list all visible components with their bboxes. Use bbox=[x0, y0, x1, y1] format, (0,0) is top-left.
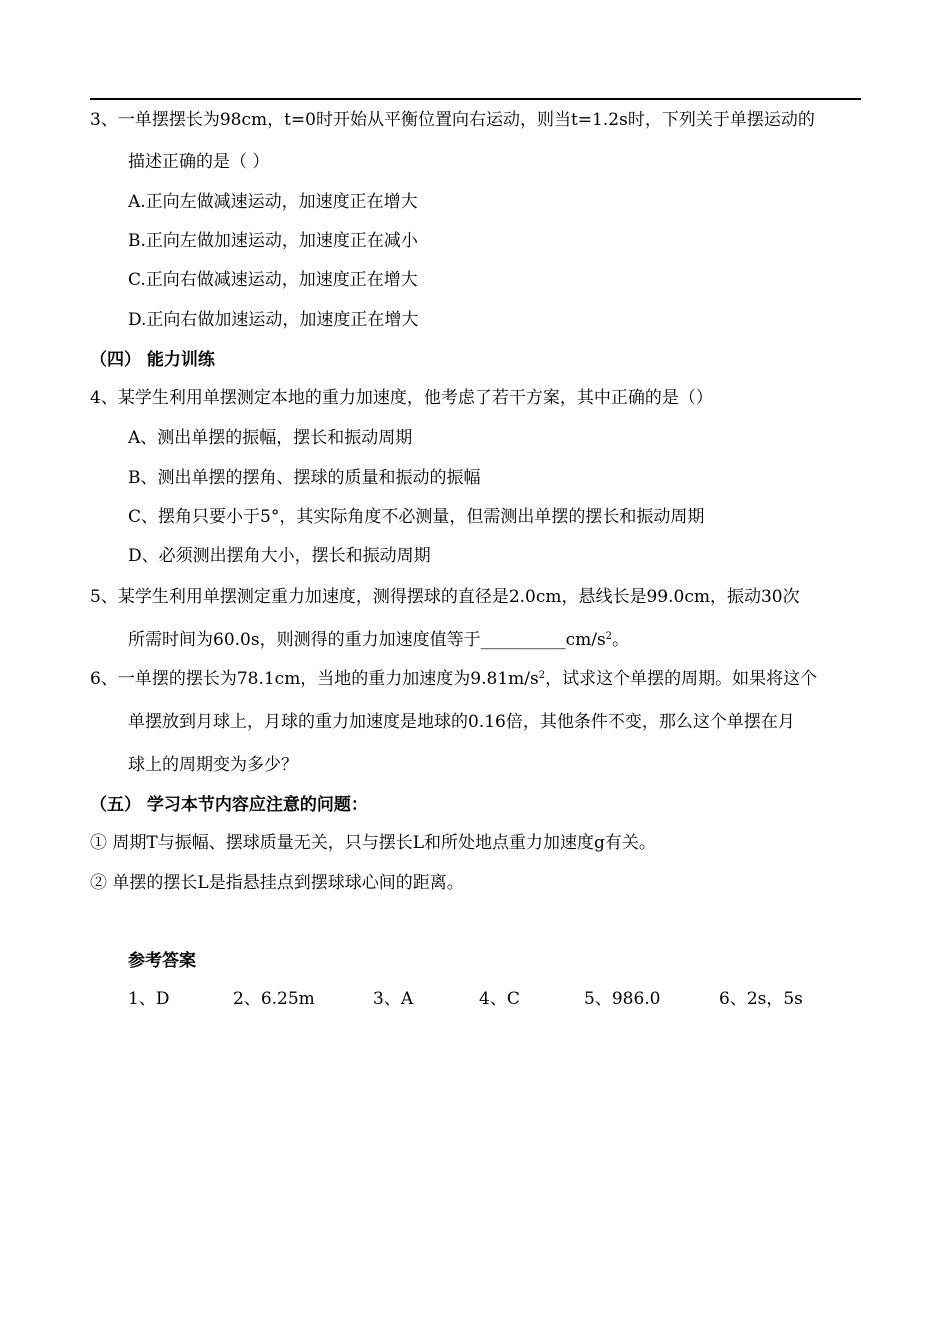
q6-stem-line-2: 单摆放到月球上，月球的重力加速度是地球的0.16倍，其他条件不变，那么这个单摆在月 bbox=[128, 712, 795, 732]
q5-stem-end: 。 bbox=[612, 630, 630, 650]
q5-stem-line-1: 5、某学生利用单摆测定重力加速度，测得摆球的直径是2.0cm，悬线长是99.0cm，振动30次 bbox=[90, 587, 800, 607]
q6-stem-line-1 bbox=[90, 667, 817, 691]
q4-option-a: A、测出单摆的振幅，摆长和振动周期 bbox=[128, 428, 413, 448]
q6-stem-line-3: 球上的周期变为多少？ bbox=[128, 755, 298, 775]
answer-4: 4、C bbox=[479, 989, 520, 1009]
section-4-title: （四） 能力训练 bbox=[90, 350, 215, 370]
q5-stem-line-2 bbox=[128, 628, 629, 652]
q6-stem-end: ，试求这个单摆的周期。如果将这个 bbox=[545, 669, 818, 689]
section-5-title: （五） 学习本节内容应注意的问题： bbox=[90, 795, 368, 815]
answer-3: 3、A bbox=[373, 989, 414, 1009]
q4-option-b: B、测出单摆的摆角、摆球的质量和振动的振幅 bbox=[128, 468, 481, 488]
answer-1: 1、D bbox=[128, 989, 170, 1009]
note-2: ② 单摆的摆长L是指悬挂点到摆球球心间的距离。 bbox=[90, 873, 464, 893]
q4-option-d: D、必须测出摆角大小，摆长和振动周期 bbox=[128, 546, 431, 566]
q4-stem: 4、某学生利用单摆测定本地的重力加速度，他考虑了若干方案，其中正确的是（） bbox=[90, 388, 713, 408]
q4-option-c: C、摆角只要小于5°，其实际角度不必测量，但需测出单摆的摆长和振动周期 bbox=[128, 507, 705, 527]
answer-5: 5、986.0 bbox=[584, 989, 661, 1009]
q5-stem-text: 所需时间为60.0s，则测得的重力加速度值等于__________cm/s bbox=[128, 630, 606, 650]
q3-option-c: C.正向右做减速运动，加速度正在增大 bbox=[128, 270, 418, 290]
q5-exponent: 2 bbox=[605, 631, 613, 642]
q3-stem-line-1: 3、一单摆摆长为98cm，t=0时开始从平衡位置向右运动，则当t=1.2s时，下列关于单摆运动的 bbox=[90, 110, 815, 130]
answer-6: 6、2s，5s bbox=[719, 989, 803, 1009]
note-1: ① 周期T与振幅、摆球质量无关，只与摆长L和所处地点重力加速度g有关。 bbox=[90, 833, 656, 853]
q3-option-a: A.正向左做减速运动，加速度正在增大 bbox=[128, 192, 418, 212]
q6-exponent: 2 bbox=[538, 670, 546, 681]
q3-option-d: D.正向右做加速运动，加速度正在增大 bbox=[128, 310, 419, 330]
q3-stem-line-2: 描述正确的是（ ） bbox=[128, 152, 270, 172]
q6-stem-text: 6、一单摆的摆长为78.1cm，当地的重力加速度为9.81m/s bbox=[90, 669, 539, 689]
answers-title: 参考答案 bbox=[128, 951, 196, 971]
q3-option-b: B.正向左做加速运动，加速度正在减小 bbox=[128, 231, 418, 251]
answer-2: 2、6.25m bbox=[233, 989, 315, 1009]
header-rule bbox=[90, 98, 861, 100]
